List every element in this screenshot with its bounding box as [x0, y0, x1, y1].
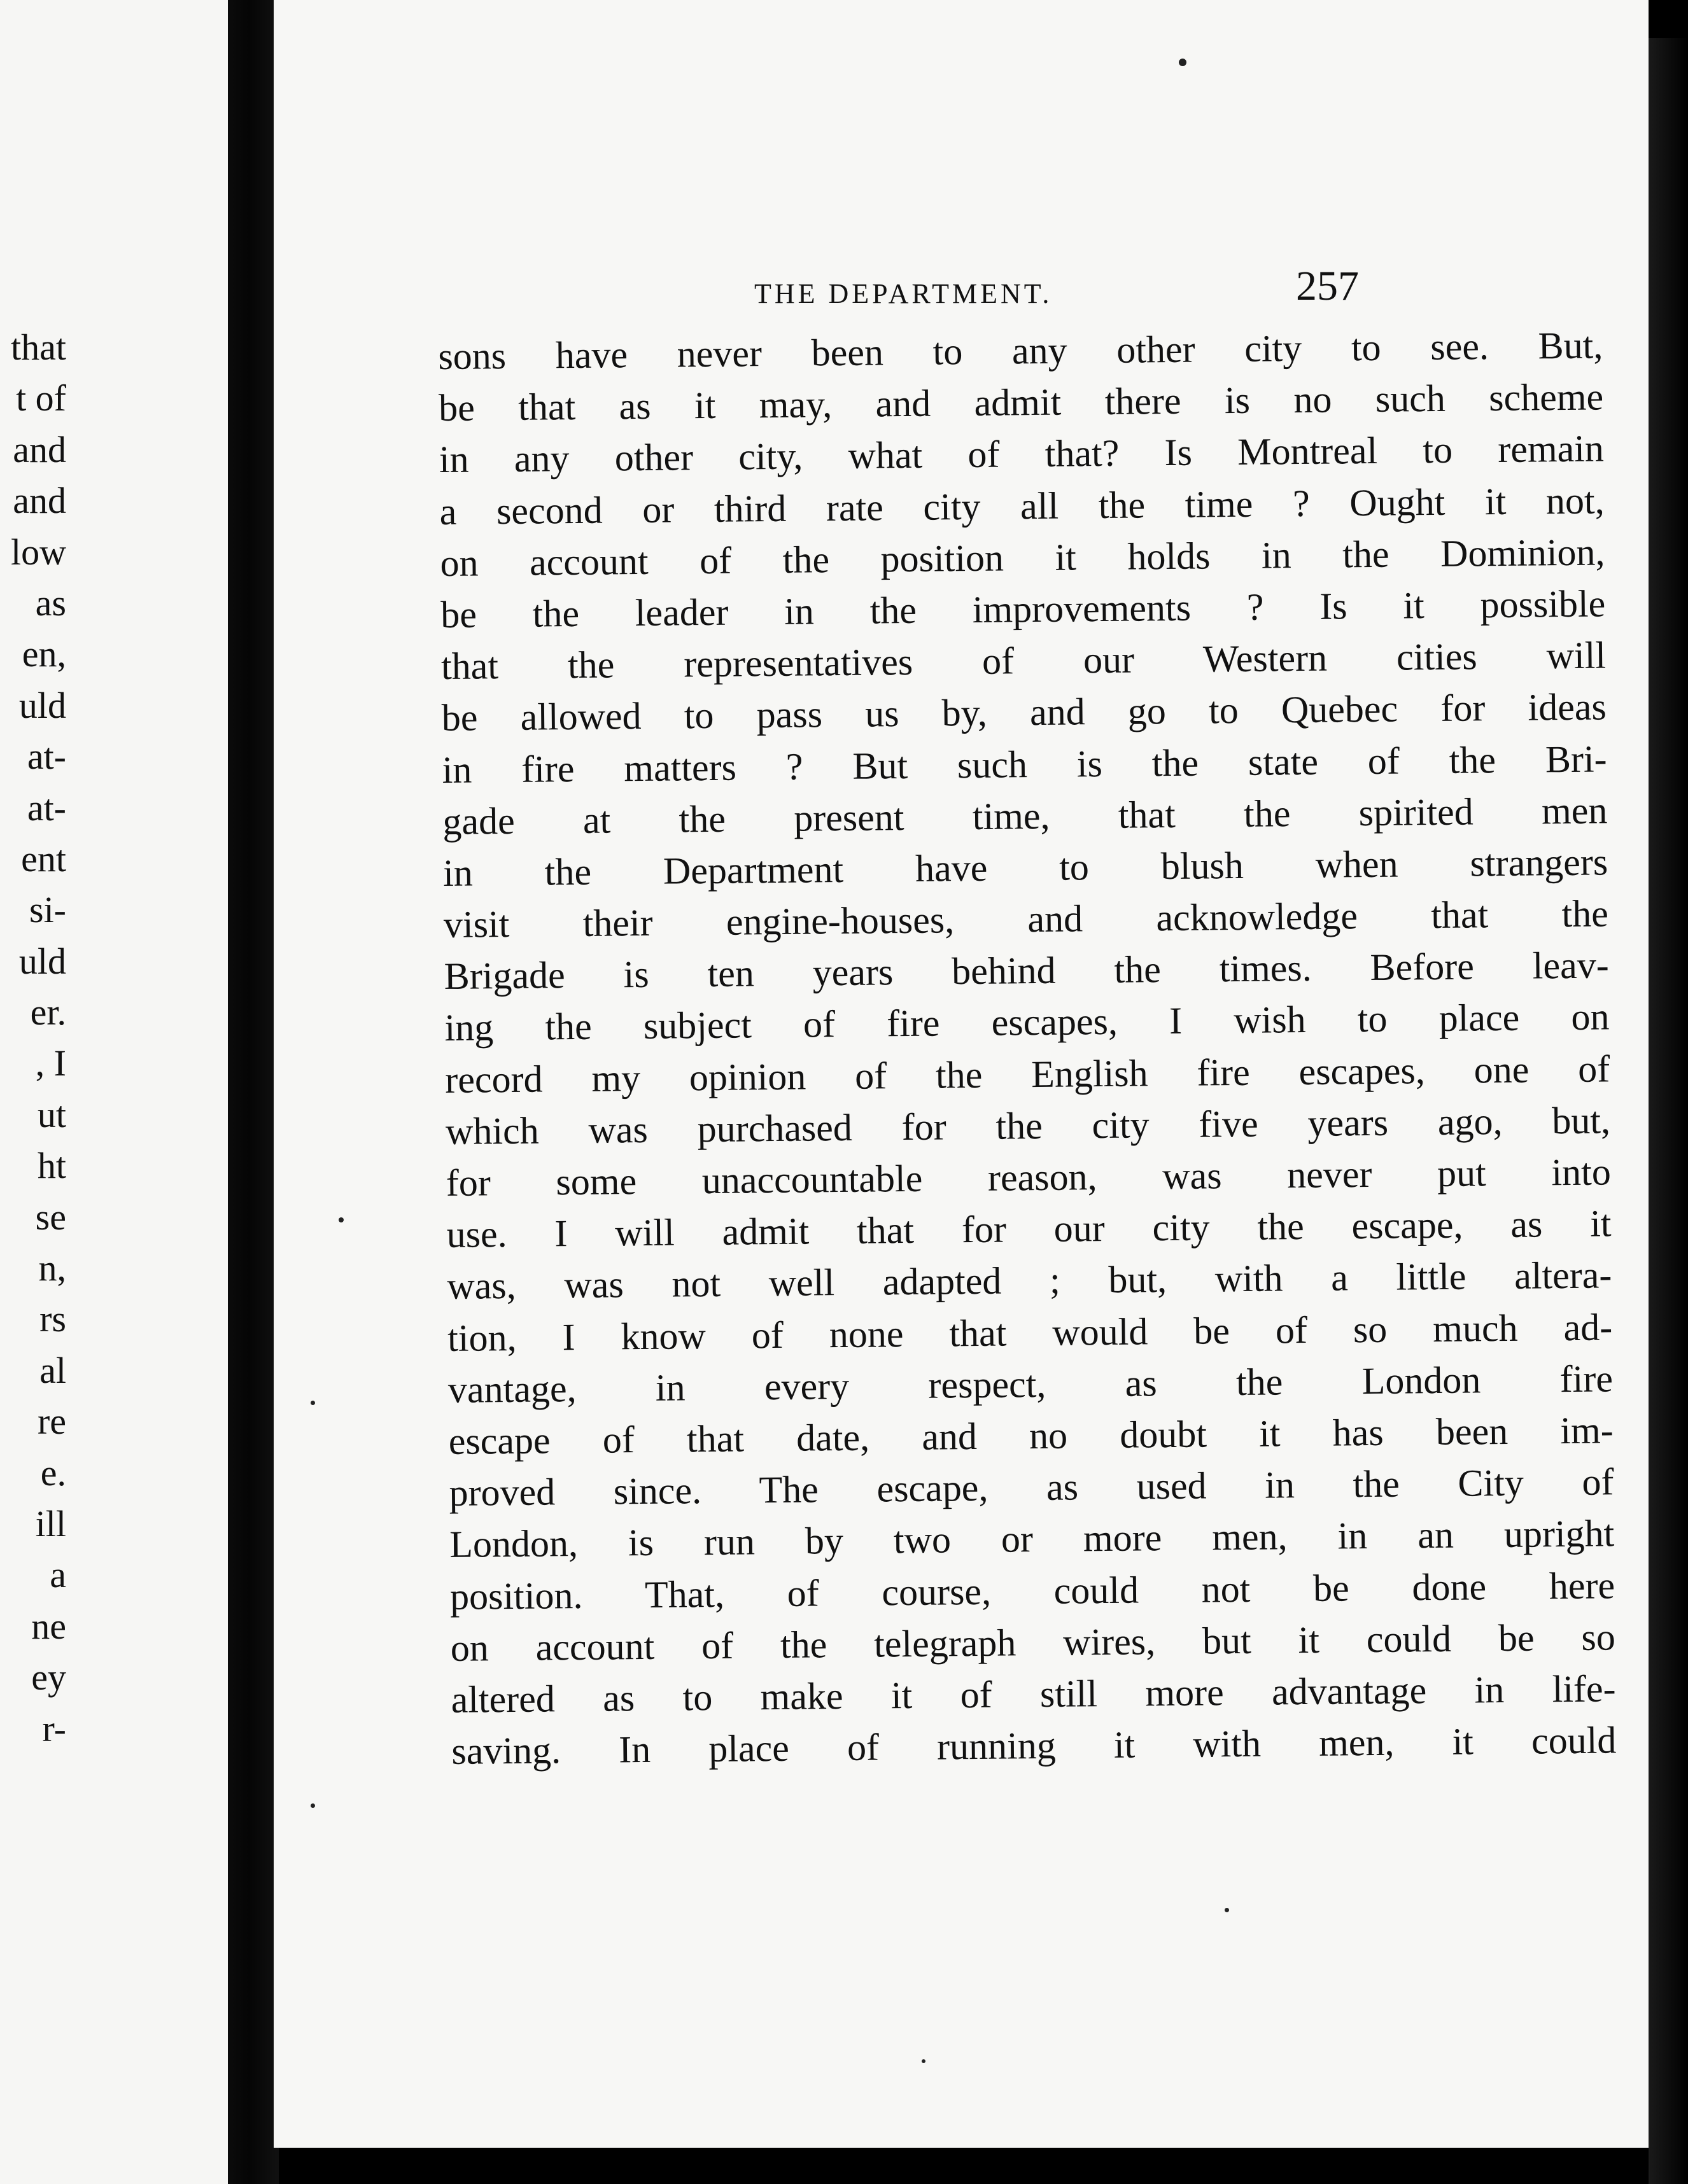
text-line: gade at the present time, that the spirited men — [442, 789, 1608, 843]
left-text-fragment: e. — [40, 1452, 66, 1494]
text-line: in any other city, what of that? Is Montreal to remain — [439, 427, 1605, 481]
text-line: in the Department have to blush when strangers — [442, 841, 1608, 894]
book-gutter — [228, 0, 279, 2184]
text-line: on account of the telegraph wires, but it could be so — [450, 1616, 1616, 1669]
text-line: in fire matters ? But such is the state of the Bri- — [442, 737, 1607, 791]
left-text-fragment: ut — [37, 1093, 66, 1135]
text-line: tion, I know of none that would be of so much ad- — [447, 1305, 1613, 1359]
left-text-fragment: t of — [16, 377, 66, 419]
text-line: proved since. The escape, as used in the City of — [449, 1460, 1614, 1515]
left-text-fragment: rs — [39, 1298, 66, 1340]
left-text-fragment: ey — [31, 1656, 66, 1698]
text-line: position. That, of course, could not be done here — [449, 1564, 1615, 1618]
text-line: altered as to make it of still more advantage in life- — [451, 1667, 1616, 1721]
text-line: ing the subject of fire escapes, I wish to place on — [444, 995, 1610, 1049]
text-line: Brigade is ten years behind the times. Before leav- — [444, 944, 1609, 998]
left-page-text — [0, 322, 228, 1754]
left-text-fragment: ill — [35, 1502, 66, 1544]
left-text-fragment: a — [50, 1554, 66, 1596]
running-head: THE DEPARTMENT. — [754, 278, 1053, 309]
page-edge-shadow — [1649, 38, 1688, 2184]
left-text-fragment: re — [37, 1401, 66, 1443]
text-line: London, is run by two or more men, in an upright — [449, 1512, 1615, 1566]
left-text-fragment: er. — [30, 991, 66, 1033]
text-line: which was purchased for the city five years ago, but, — [445, 1099, 1611, 1152]
left-text-fragment: and — [13, 480, 66, 522]
text-line: escape of that date, and no doubt it has been im- — [448, 1409, 1614, 1462]
left-text-fragment: ne — [31, 1605, 66, 1647]
left-text-fragment: uld — [18, 940, 66, 982]
left-text-fragment: , I — [35, 1042, 66, 1084]
left-text-fragment: low — [11, 531, 66, 573]
text-line: for some unaccountable reason, was never put into — [446, 1151, 1612, 1204]
left-text-fragment: ht — [37, 1145, 66, 1187]
text-line: use. I will admit that for our city the escape, as it — [446, 1202, 1612, 1256]
left-text-fragment: si- — [29, 889, 66, 931]
text-line: that the representatives of our Western cities will — [440, 634, 1607, 688]
left-text-fragment: n, — [38, 1247, 66, 1289]
left-page-fragment — [0, 0, 228, 2184]
page-number: 257 — [1296, 263, 1359, 309]
left-text-fragment: uld — [18, 684, 66, 726]
left-text-fragment: as — [35, 582, 66, 624]
left-text-fragment: ent — [21, 837, 66, 879]
text-line: on account of the position it holds in the Dominion, — [440, 531, 1605, 584]
body-text — [438, 319, 1617, 1777]
left-text-fragment: that — [11, 326, 66, 368]
text-line: be the leader in the improvements ? Is it possible — [440, 582, 1606, 636]
left-text-fragment: en, — [22, 633, 66, 675]
left-text-fragment: at- — [27, 736, 66, 778]
text-line: vantage, in every respect, as the London fire — [447, 1357, 1614, 1411]
right-page — [274, 0, 1649, 2148]
text-line: be allowed to pass us by, and go to Quebec for ideas — [441, 685, 1607, 739]
text-line: a second or third rate city all the time ? Ought it not, — [439, 479, 1605, 533]
left-text-fragment: al — [39, 1349, 66, 1391]
text-line: visit their engine-houses, and acknowledge that the — [443, 892, 1609, 946]
text-line: record my opinion of the English fire escapes, one of — [444, 1047, 1610, 1101]
text-line: be that as it may, and admit there is no such scheme — [438, 375, 1604, 430]
left-text-fragment: r- — [42, 1707, 66, 1749]
left-text-fragment: at- — [27, 787, 66, 829]
text-line: was, was not well adapted ; but, with a little altera- — [447, 1254, 1612, 1308]
left-text-fragment: and — [13, 428, 66, 470]
text-line: saving. In place of running it with men, it could — [451, 1719, 1617, 1772]
left-text-fragment: se — [35, 1196, 66, 1238]
text-line: sons have never been to any other city to see. But, — [438, 324, 1603, 377]
